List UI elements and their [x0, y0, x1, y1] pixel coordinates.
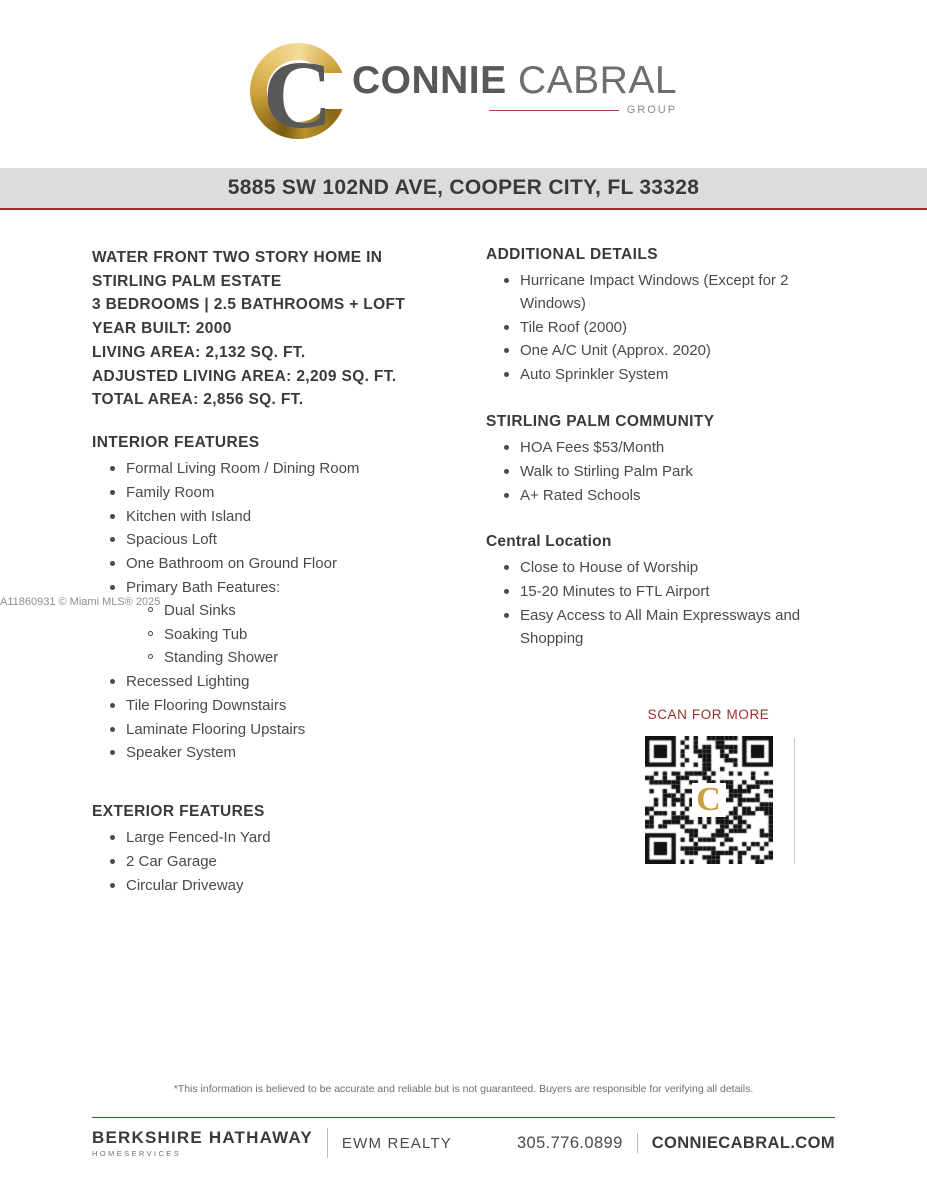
list-item-label: Spacious Loft: [126, 531, 217, 549]
contact-block: [517, 1133, 835, 1153]
list-item-label: 15-20 Minutes to FTL Airport: [520, 583, 710, 601]
list-item: [108, 719, 441, 742]
exterior-section: [92, 803, 441, 897]
bullet-icon: [504, 613, 509, 618]
list-item-label: Family Room: [126, 483, 215, 501]
list-item: [502, 461, 841, 484]
list-item-label: Close to House of Worship: [520, 559, 699, 577]
list-item: [108, 577, 441, 670]
bullet-icon: [110, 490, 115, 495]
bullet-icon: [110, 835, 115, 840]
bullet-icon: [504, 565, 509, 570]
qr-center-monogram: C: [692, 783, 726, 817]
qr-code[interactable]: [645, 736, 773, 864]
contact-divider: [637, 1133, 638, 1153]
list-item: [108, 506, 441, 529]
list-item-label: Kitchen with Island: [126, 507, 252, 525]
bullet-icon: [110, 561, 115, 566]
list-item-label: Speaker System: [126, 744, 237, 762]
bullet-icon: [110, 750, 115, 755]
headline-line: STIRLING PALM ESTATE: [92, 272, 282, 290]
headline-line: YEAR BUILT: 2000: [92, 320, 232, 338]
bullet-icon: [110, 859, 115, 864]
list-item: [108, 482, 441, 505]
bullet-icon: [110, 883, 115, 888]
hollow-bullet-icon: [148, 631, 153, 636]
bullet-icon: [504, 469, 509, 474]
mls-watermark: A11860931 © Miami MLS® 2025: [0, 596, 161, 608]
interior-features-list: [92, 458, 441, 765]
list-item: [502, 270, 841, 316]
list-item-label: Hurricane Impact Windows (Except for 2 Windows): [520, 272, 789, 312]
bullet-icon: [110, 703, 115, 708]
community-list: [486, 437, 841, 507]
right-column: [441, 246, 841, 924]
bullet-icon: [110, 466, 115, 471]
affiliate-name: EWM REALTY: [341, 1134, 452, 1152]
additional-details-list: [486, 270, 841, 387]
central-location-title: Central Location: [486, 533, 612, 551]
list-item: [502, 581, 841, 604]
left-column: [92, 246, 441, 924]
bullet-icon: [504, 445, 509, 450]
sub-list-item-label: Dual Sinks: [164, 601, 236, 619]
interior-features-title: INTERIOR FEATURES: [92, 433, 260, 451]
list-item-label: A+ Rated Schools: [520, 486, 641, 504]
logo-sub-label: GROUP: [626, 103, 678, 116]
primary-bath-sublist: [126, 600, 441, 670]
list-item-label: Primary Bath Features:: [126, 578, 281, 596]
list-item: [502, 437, 841, 460]
list-item: [108, 827, 441, 850]
sub-list-item-label: Standing Shower: [164, 649, 279, 667]
hollow-bullet-icon: [148, 654, 153, 659]
property-address: 5885 SW 102ND AVE, COOPER CITY, FL 33328: [227, 176, 700, 199]
bullet-icon: [110, 514, 115, 519]
list-item: [108, 695, 441, 718]
list-item: [502, 364, 841, 387]
list-item-label: Circular Driveway: [126, 876, 244, 894]
list-item-label: One Bathroom on Ground Floor: [126, 555, 337, 573]
list-item-label: Walk to Stirling Palm Park: [520, 462, 693, 480]
bullet-icon: [504, 348, 509, 353]
list-item: [502, 485, 841, 508]
disclaimer-text: *This information is believed to be accurate and reliable but is not guaranteed. Buyers are responsible for verifying all details.: [173, 1083, 754, 1095]
bullet-icon: [110, 727, 115, 732]
list-item: [108, 671, 441, 694]
list-item-label: Tile Flooring Downstairs: [126, 696, 287, 714]
scan-for-more-label: SCAN FOR MORE: [647, 706, 770, 722]
logo-lockup: [250, 41, 678, 148]
list-item: [108, 553, 441, 576]
list-item-label: Auto Sprinkler System: [520, 366, 669, 384]
qr-section: [486, 707, 886, 864]
listing-body: [0, 210, 927, 924]
list-item-label: One A/C Unit (Approx. 2020): [520, 342, 711, 360]
additional-details-title: ADDITIONAL DETAILS: [486, 246, 658, 263]
central-location-list: [486, 557, 841, 650]
logo-name-line: [351, 58, 678, 102]
connie-cabral-monogram-icon: [250, 41, 346, 148]
community-title: STIRLING PALM COMMUNITY: [486, 412, 715, 430]
brokerage-subname: HOMESERVICES: [92, 1148, 182, 1158]
logo-header: [0, 0, 927, 168]
list-item-label: Formal Living Room / Dining Room: [126, 459, 360, 477]
logo-name-light: CABRAL: [517, 58, 678, 102]
headline-line: TOTAL AREA: 2,856 SQ. FT.: [92, 391, 304, 409]
exterior-features-title: EXTERIOR FEATURES: [92, 803, 265, 821]
list-item: [502, 340, 841, 363]
sub-list-item: [146, 647, 441, 670]
exterior-features-list: [92, 827, 441, 897]
list-item-label: Easy Access to All Main Expressways and Shopping: [520, 606, 801, 647]
headline-line: 3 BEDROOMS | 2.5 BATHROOMS + LOFT: [92, 296, 406, 314]
list-item-label: 2 Car Garage: [126, 853, 217, 871]
footer: [92, 1128, 835, 1158]
footer-vertical-divider: [327, 1128, 328, 1158]
list-item: [502, 605, 841, 651]
logo-sub-line: [352, 105, 677, 116]
list-item: [108, 875, 441, 898]
list-item: [108, 742, 441, 765]
address-banner: [0, 168, 927, 210]
brokerage-logo: [92, 1129, 313, 1158]
list-item-label: HOA Fees $53/Month: [520, 438, 665, 456]
list-item-label: Recessed Lighting: [126, 673, 250, 691]
bullet-icon: [110, 585, 115, 590]
sub-list-item: [146, 600, 441, 623]
list-item: [502, 317, 841, 340]
headline-line: ADJUSTED LIVING AREA: 2,209 SQ. FT.: [92, 367, 397, 385]
list-item: [108, 529, 441, 552]
logo-wordmark: [351, 58, 678, 122]
sub-list-item: [146, 624, 441, 647]
list-item: [108, 458, 441, 481]
list-item: [502, 557, 841, 580]
property-headline: [92, 246, 441, 412]
sub-list-item-label: Soaking Tub: [164, 625, 248, 643]
qr-divider-rule: [794, 738, 795, 864]
bullet-icon: [504, 589, 509, 594]
website-url[interactable]: CONNIECABRAL.COM: [651, 1133, 835, 1152]
logo-monogram-letter: C: [262, 41, 333, 148]
list-item-label: Large Fenced-In Yard: [126, 829, 271, 847]
phone-number[interactable]: 305.776.0899: [516, 1133, 623, 1152]
bullet-icon: [504, 278, 509, 283]
headline-line: WATER FRONT TWO STORY HOME IN: [92, 249, 383, 266]
bullet-icon: [110, 537, 115, 542]
logo-divider-rule: [489, 110, 619, 111]
bullet-icon: [504, 325, 509, 330]
list-item-label: Tile Roof (2000): [520, 318, 627, 336]
list-item-label: Laminate Flooring Upstairs: [126, 720, 306, 738]
list-item: [108, 851, 441, 874]
bullet-icon: [504, 372, 509, 377]
footer-divider: [92, 1117, 835, 1118]
brokerage-name: BERKSHIRE HATHAWAY: [92, 1127, 313, 1147]
bullet-icon: [110, 679, 115, 684]
logo-name-bold: CONNIE: [351, 58, 507, 102]
headline-line: LIVING AREA: 2,132 SQ. FT.: [92, 343, 306, 361]
bullet-icon: [504, 493, 509, 498]
